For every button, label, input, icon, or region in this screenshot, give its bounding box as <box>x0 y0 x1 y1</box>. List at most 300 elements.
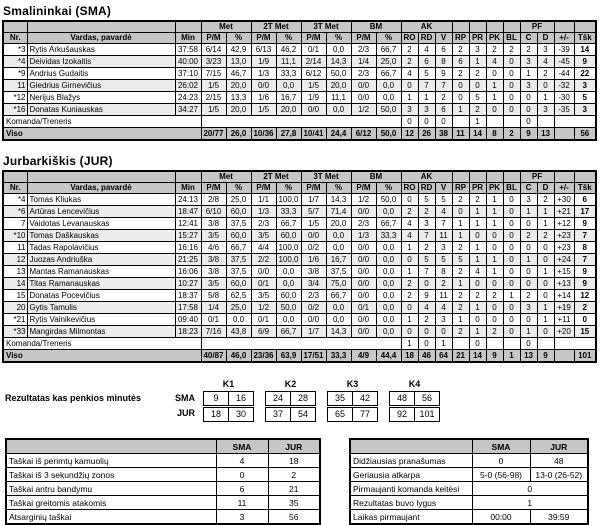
stat-cell: 3 <box>537 44 554 56</box>
player-number-cell: 13 <box>3 266 27 278</box>
stat-cell: 14 <box>574 44 596 56</box>
stat-cell: 5 <box>418 194 435 206</box>
stat-cell: 0,0 <box>326 302 351 314</box>
header-group: 2T Met <box>251 21 301 33</box>
stat-cell: 10/41 <box>301 128 326 141</box>
stat-cell: 0 <box>486 242 503 254</box>
summary-jur-value-cell: 39:59 <box>530 510 588 525</box>
header-group: AK <box>401 21 452 33</box>
stat-cell: 1/6 <box>251 92 276 104</box>
column-header: V <box>435 183 452 194</box>
column-header: RD <box>418 33 435 44</box>
player-number-cell: *10 <box>3 230 27 242</box>
stat-cell: 20,0 <box>326 218 351 230</box>
player-number-cell: *9 <box>3 68 27 80</box>
player-row <box>3 68 596 80</box>
stat-cell: 0 <box>520 314 537 326</box>
team-coach-row <box>3 338 596 350</box>
stat-cell: 3 <box>537 104 554 116</box>
stat-cell: 20/77 <box>201 128 226 141</box>
team-coach-label: Komanda/Treneris <box>3 116 201 128</box>
stat-cell: 25,0 <box>376 56 401 68</box>
stat-cell: 0/0 <box>301 104 326 116</box>
stat-cell: 0 <box>418 326 435 338</box>
stat-cell: 2/3 <box>351 218 376 230</box>
stat-cell: 5 <box>435 254 452 266</box>
summary-row <box>6 454 320 468</box>
stat-cell: 4 <box>401 68 418 80</box>
stat-cell: 1 <box>452 230 469 242</box>
stat-cell: 6 <box>418 56 435 68</box>
stat-cell: 0,0 <box>376 80 401 92</box>
stat-cell: -32 <box>554 80 574 92</box>
quarter-score-box <box>389 407 440 422</box>
stat-cell: 0 <box>401 116 418 128</box>
stat-cell: 46,0 <box>226 350 251 363</box>
stat-cell: 0,0 <box>276 278 301 290</box>
stat-cell: 5 <box>452 254 469 266</box>
stat-cell: 0 <box>503 56 520 68</box>
stat-cell: 1 <box>401 314 418 326</box>
stat-cell: 18:37 <box>175 290 201 302</box>
header-row <box>6 439 320 454</box>
column-header: Tšk <box>574 33 596 44</box>
stat-cell: 0/1 <box>351 302 376 314</box>
stat-cell: 3 <box>435 242 452 254</box>
player-row <box>3 80 596 92</box>
quarter-score-box <box>327 407 378 422</box>
stat-cell: 0 <box>486 302 503 314</box>
column-header: P/M <box>251 183 276 194</box>
stat-cell: 12 <box>401 128 418 141</box>
stat-cell: 20,0 <box>226 80 251 92</box>
column-header: PK <box>486 33 503 44</box>
stat-cell: 6/12 <box>351 128 376 141</box>
summary-label-cell: Taškai antru bandymu <box>6 482 216 496</box>
summary-row <box>350 468 588 482</box>
header-spacer <box>6 439 216 454</box>
stat-cell: 37,5 <box>226 218 251 230</box>
player-row <box>3 56 596 68</box>
stat-cell: 0 <box>537 80 554 92</box>
stat-cell: 20,0 <box>326 80 351 92</box>
stat-cell: 9 <box>574 218 596 230</box>
header-spacer <box>486 21 503 33</box>
stat-cell: 0,0 <box>376 242 401 254</box>
stat-cell: 0/0 <box>301 314 326 326</box>
player-number-cell: *3 <box>3 44 27 56</box>
player-row <box>3 254 596 266</box>
stat-cell: 2 <box>486 290 503 302</box>
stat-cell: 1 <box>537 92 554 104</box>
stat-cell: 2 <box>486 44 503 56</box>
summary-label-cell: Taškai iš 3 sekundžių zonos <box>6 468 216 482</box>
column-header: SMA <box>216 439 268 454</box>
player-name-cell: Tomas Daškauskas <box>27 230 175 242</box>
stat-cell: 0 <box>452 92 469 104</box>
stat-cell: 1 <box>486 266 503 278</box>
stat-cell: 0 <box>503 206 520 218</box>
header-group: PF <box>520 171 554 183</box>
header-spacer <box>486 171 503 183</box>
total-row <box>3 350 596 363</box>
stat-cell: 17/51 <box>301 350 326 363</box>
summary-jur-value-cell: 13-0 (26-52) <box>530 468 588 482</box>
player-name-cell: Mangirdas Milmontas <box>27 326 175 338</box>
stat-cell: 0,0 <box>376 326 401 338</box>
summary-row <box>350 496 588 510</box>
stat-cell: 3/8 <box>201 254 226 266</box>
column-header: D <box>537 183 554 194</box>
stat-cell: 2 <box>452 194 469 206</box>
stat-cell: 4 <box>469 266 486 278</box>
stat-cell: 1 <box>537 206 554 218</box>
stat-cell: 23/36 <box>251 350 276 363</box>
stat-cell: 10:27 <box>175 278 201 290</box>
stat-cell: 0 <box>503 218 520 230</box>
stat-cell: 27,8 <box>276 128 301 141</box>
stat-cell: 6/10 <box>201 206 226 218</box>
stat-cell: 18:47 <box>175 206 201 218</box>
stat-cell: 75,0 <box>326 278 351 290</box>
player-name-cell: Nerijus Blažys <box>27 92 175 104</box>
stat-cell: 8 <box>486 128 503 141</box>
stat-cell: 1 <box>503 350 520 363</box>
stat-cell: 46,7 <box>226 68 251 80</box>
stat-cell: 0 <box>520 116 537 128</box>
summary-row <box>6 482 320 496</box>
summary-label-cell: Laikas pirmaujant <box>350 510 472 525</box>
column-header: % <box>226 33 251 44</box>
stat-cell: 3/23 <box>201 56 226 68</box>
quarter-team-label: JUR <box>176 408 195 418</box>
stat-cell: 16,7 <box>326 254 351 266</box>
stat-cell: 0 <box>486 104 503 116</box>
stat-cell: 66,7 <box>276 326 301 338</box>
header-spacer <box>27 21 175 33</box>
summary-jur-value-cell: 48 <box>530 454 588 468</box>
stat-cell: 1 <box>452 104 469 116</box>
quarter-score-cell: 77 <box>352 408 377 421</box>
header-group: BM <box>351 171 401 183</box>
stat-cell: 1 <box>520 68 537 80</box>
stat-cell: 2 <box>520 230 537 242</box>
stat-cell: -39 <box>554 44 574 56</box>
summary-sma-value-cell: 3 <box>216 510 268 525</box>
stat-cell: 0/1 <box>251 314 276 326</box>
stat-cell: 5 <box>435 194 452 206</box>
stat-cell: 2/15 <box>201 92 226 104</box>
total-row <box>3 128 596 141</box>
stat-cell: 0 <box>469 230 486 242</box>
stat-cell: 5 <box>418 254 435 266</box>
stat-cell: 60,0 <box>226 230 251 242</box>
quarter-score-cell: 42 <box>352 392 377 405</box>
stat-cell: 0/0 <box>301 230 326 242</box>
column-header: RD <box>418 183 435 194</box>
stat-cell: 1 <box>520 206 537 218</box>
stat-cell: 6 <box>574 194 596 206</box>
stat-cell: 1 <box>469 326 486 338</box>
stat-cell: +24 <box>554 254 574 266</box>
stat-cell: 2 <box>452 242 469 254</box>
stat-cell: 2 <box>452 68 469 80</box>
stat-cell: 2 <box>418 206 435 218</box>
player-row <box>3 302 596 314</box>
stat-cell: 0 <box>418 278 435 290</box>
player-number-cell: 7 <box>3 218 27 230</box>
summary-label-cell: Taškai iš perimtų kamuolių <box>6 454 216 468</box>
column-header: +/- <box>554 183 574 194</box>
quarter-group <box>327 378 378 422</box>
stat-cell: +15 <box>554 266 574 278</box>
stat-cell: 0 <box>486 278 503 290</box>
summary-merged-value-cell: 0 <box>472 482 588 496</box>
stat-cell: 37,5 <box>326 266 351 278</box>
stat-cell: 0/0 <box>251 266 276 278</box>
quarter-score-box <box>203 391 254 406</box>
quarter-score-cell: 101 <box>414 408 439 421</box>
stat-cell: 3/5 <box>251 230 276 242</box>
stat-cell: 1 <box>469 254 486 266</box>
stat-cell: 24:23 <box>175 92 201 104</box>
merged-blank-cell <box>201 116 401 128</box>
stat-cell: 0 <box>537 278 554 290</box>
stat-cell: 13,0 <box>226 56 251 68</box>
stat-cell: 18:23 <box>175 326 201 338</box>
quarter-score-box <box>203 407 254 422</box>
stat-cell: 1 <box>469 242 486 254</box>
stat-cell: 0 <box>503 92 520 104</box>
stat-cell: 100,0 <box>276 194 301 206</box>
header-group: Met <box>201 21 251 33</box>
header-spacer <box>554 171 574 183</box>
stat-cell: 9 <box>418 290 435 302</box>
stat-cell: 0,0 <box>276 266 301 278</box>
summary-label-cell: Didžiausias pranašumas <box>350 454 472 468</box>
quarter-score-cell: 35 <box>334 393 345 403</box>
player-number-cell: *33 <box>3 326 27 338</box>
stat-cell: 0 <box>574 314 596 326</box>
stat-cell: 0,0 <box>326 242 351 254</box>
header-spacer <box>452 171 469 183</box>
stat-cell: 14 <box>469 128 486 141</box>
stat-cell: 0 <box>486 314 503 326</box>
stat-cell: 2 <box>469 290 486 302</box>
stat-cell: 0 <box>503 278 520 290</box>
stat-cell: 22 <box>574 68 596 80</box>
stat-cell: 4/9 <box>351 350 376 363</box>
stat-cell: 20,0 <box>276 104 301 116</box>
quarter-team-label: SMA <box>175 393 195 403</box>
quarter-score-cell: 28 <box>290 392 315 405</box>
stat-cell: 2 <box>452 290 469 302</box>
player-name-cell: Donatas Kuniauskas <box>27 104 175 116</box>
stat-cell: 0 <box>520 242 537 254</box>
header-row <box>3 183 596 194</box>
stat-cell: 3 <box>574 104 596 116</box>
stat-cell: 2 <box>537 68 554 80</box>
stat-cell <box>452 116 469 128</box>
stat-cell: +23 <box>554 230 574 242</box>
stat-cell: 33,3 <box>326 350 351 363</box>
stat-cell: 0 <box>503 242 520 254</box>
stat-cell: 1 <box>486 206 503 218</box>
stat-cell: 37:10 <box>175 68 201 80</box>
stat-cell: 1 <box>452 278 469 290</box>
merged-blank-cell <box>201 338 401 350</box>
stat-cell <box>503 116 520 128</box>
stat-cell <box>486 116 503 128</box>
header-group: 3T Met <box>301 21 351 33</box>
stat-cell: 1 <box>486 254 503 266</box>
stat-cell: 2 <box>401 44 418 56</box>
stat-cell: 16,7 <box>276 92 301 104</box>
player-row <box>3 194 596 206</box>
stat-cell: 66,7 <box>326 290 351 302</box>
column-header: Vardas, pavardė <box>27 183 175 194</box>
stat-cell: 6 <box>435 44 452 56</box>
header-spacer <box>3 171 27 183</box>
stat-cell: 33,3 <box>376 230 401 242</box>
stat-cell: 7 <box>418 230 435 242</box>
header-group: 2T Met <box>251 171 301 183</box>
stat-cell: 2 <box>435 92 452 104</box>
header-spacer <box>469 171 486 183</box>
summary-sma-value-cell: 0 <box>472 454 530 468</box>
player-row <box>3 230 596 242</box>
summary-sma-value-cell: 5-0 (56-98) <box>472 468 530 482</box>
stat-cell: 0,0 <box>276 314 301 326</box>
stat-cell: 0 <box>469 80 486 92</box>
column-header: Nr. <box>3 183 27 194</box>
player-name-cell: Gytis Tamulis <box>27 302 175 314</box>
column-header: % <box>326 183 351 194</box>
stat-cell: -44 <box>554 68 574 80</box>
stat-cell: 3/5 <box>201 230 226 242</box>
stat-cell: 1 <box>435 338 452 350</box>
stat-cell: 3 <box>401 104 418 116</box>
stat-cell: 1/2 <box>351 104 376 116</box>
stat-cell: 0 <box>452 206 469 218</box>
player-row <box>3 242 596 254</box>
stat-cell: 33,3 <box>276 68 301 80</box>
stat-cell: +11 <box>554 314 574 326</box>
column-header: % <box>276 183 301 194</box>
stat-cell: 1 <box>401 338 418 350</box>
header-spacer <box>175 21 201 33</box>
stat-cell: 0 <box>520 338 537 350</box>
stat-cell: 1/5 <box>251 104 276 116</box>
stat-cell: 4 <box>401 230 418 242</box>
quarter-header: K2 <box>284 379 297 389</box>
boxscore-table-container-sma <box>2 20 598 141</box>
stat-cell: 2 <box>452 302 469 314</box>
header-spacer <box>574 171 596 183</box>
column-header: P/M <box>201 33 226 44</box>
quarter-score-cell: 30 <box>228 408 253 421</box>
stat-cell: 2 <box>435 278 452 290</box>
stat-cell: 0 <box>520 266 537 278</box>
stat-cell: 0 <box>486 230 503 242</box>
stat-cell: 1 <box>486 194 503 206</box>
stat-cell: -45 <box>554 56 574 68</box>
header-spacer <box>574 21 596 33</box>
stat-cell: 0 <box>520 92 537 104</box>
stat-cell: 26 <box>418 128 435 141</box>
player-row <box>3 92 596 104</box>
stat-cell: 62,5 <box>226 290 251 302</box>
column-header: P/M <box>351 33 376 44</box>
column-header: Vardas, pavardė <box>27 33 175 44</box>
stat-cell: 4/6 <box>201 242 226 254</box>
stat-cell: 1 <box>469 218 486 230</box>
team-coach-label: Komanda/Treneris <box>3 338 201 350</box>
stat-cell: 25,0 <box>226 302 251 314</box>
player-row <box>3 290 596 302</box>
stat-cell: 7 <box>435 80 452 92</box>
stat-cell: 1/7 <box>301 194 326 206</box>
stat-cell: 4 <box>418 302 435 314</box>
stat-cell: -35 <box>554 104 574 116</box>
player-row <box>3 314 596 326</box>
stat-cell: 1 <box>401 266 418 278</box>
stat-cell: 43,8 <box>226 326 251 338</box>
player-name-cell: Mantas Ramanauskas <box>27 266 175 278</box>
quarter-score-box <box>389 391 440 406</box>
stat-cell: 60,0 <box>276 230 301 242</box>
stat-cell: 0 <box>503 314 520 326</box>
stat-cell: 0/1 <box>301 44 326 56</box>
stat-cell: 3/8 <box>201 218 226 230</box>
summary-jur-value-cell: 35 <box>268 496 320 510</box>
stat-cell <box>554 128 574 141</box>
stat-cell: 50,0 <box>376 194 401 206</box>
stat-cell: 10/36 <box>251 128 276 141</box>
stat-cell: 1/3 <box>351 230 376 242</box>
player-name-cell: Giedrius Girnevičius <box>27 80 175 92</box>
stat-cell: 100,0 <box>276 254 301 266</box>
stat-cell: 0/0 <box>351 314 376 326</box>
stat-cell: 66,7 <box>376 68 401 80</box>
stat-cell: 6/13 <box>251 44 276 56</box>
player-name-cell: Titas Ramanauskas <box>27 278 175 290</box>
stat-cell: 14,3 <box>326 194 351 206</box>
stat-cell: 0 <box>503 230 520 242</box>
player-name-cell: Juozas Andriuška <box>27 254 175 266</box>
stat-cell: 2/3 <box>301 290 326 302</box>
quarter-header: K3 <box>346 379 359 389</box>
stat-cell: +19 <box>554 302 574 314</box>
stat-cell: 5/8 <box>201 290 226 302</box>
summary-row <box>350 482 588 496</box>
header-spacer <box>503 171 520 183</box>
stat-cell: 34:27 <box>175 104 201 116</box>
stat-cell: 37,5 <box>226 254 251 266</box>
header-spacer <box>3 21 27 33</box>
total-label: Viso <box>3 128 201 141</box>
stat-cell: 0,0 <box>326 314 351 326</box>
column-header: RO <box>401 33 418 44</box>
summary-jur-value-cell: 56 <box>268 510 320 525</box>
header-spacer <box>27 171 175 183</box>
player-name-cell: Deividas Izokaitis <box>27 56 175 68</box>
stat-cell: 3 <box>418 104 435 116</box>
stat-cell: 0,0 <box>376 92 401 104</box>
stat-cell: 0,0 <box>326 104 351 116</box>
stat-cell: 6 <box>452 56 469 68</box>
quarter-score-cell: 92 <box>396 409 407 419</box>
